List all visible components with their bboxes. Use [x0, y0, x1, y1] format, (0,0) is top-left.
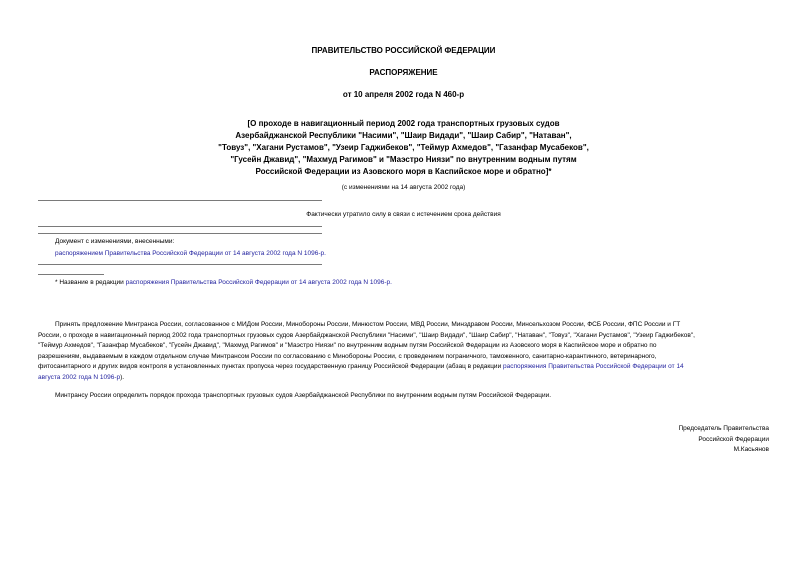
- body-line: России, о проходе в навигационный период 2002 года транспортных грузовых судов Азербайджанской Республики "Насими", "Шаир Видади", "Шаир Сабир", "Натаван", "Товуз", "Хагани Рустамов", "Узеир Гаджибеков",: [38, 331, 695, 339]
- amendments-note: (с изменениями на 14 августа 2002 года): [341, 184, 466, 191]
- document-type: РАСПОРЯЖЕНИЕ: [369, 68, 438, 77]
- body-paragraph-1: [38, 320, 771, 383]
- body-text: фитосанитарного и других видов контроля в установленных пунктах пропуска через государственную границу Российской Федерации (абзац в редакции: [38, 363, 504, 370]
- status-note: Фактически утратило силу в связи с истечением срока действия: [306, 211, 501, 218]
- body-paragraph-2: Минтрансу России определить порядок прохода транспортных грузовых судов Азербайджанской Республики по внутренним водным путям Российской Федерации.: [55, 392, 552, 399]
- title-line: Азербайджанской Республики "Насими", "Шаир Видади", "Шаир Сабир", "Натаван",: [235, 131, 572, 140]
- divider: [38, 226, 322, 227]
- divider: [38, 264, 322, 265]
- body-line: [38, 373, 771, 384]
- document-org: ПРАВИТЕЛЬСТВО РОССИЙСКОЙ ФЕДЕРАЦИИ: [311, 46, 496, 55]
- title-line: Российской Федерации из Азовского моря в Каспийское море и обратно]*: [255, 167, 552, 176]
- footnote-separator: [38, 274, 104, 275]
- title-line: "Гусейн Джавид", "Махмуд Рагимов" и "Маэстро Ниязи" по внутренним водным путям: [230, 155, 577, 164]
- divider: [38, 200, 322, 201]
- changes-label: Документ с изменениями, внесенными:: [55, 238, 175, 245]
- document-date: от 10 апреля 2002 года N 460-р: [342, 90, 465, 99]
- body-text: ).: [120, 373, 125, 381]
- footnote-prefix: * Название в редакции: [55, 279, 126, 286]
- title-line: [О проходе в навигационный период 2002 года транспортных грузовых судов: [247, 119, 560, 128]
- divider: [38, 233, 322, 234]
- amendment-link[interactable]: распоряжения Правительства Российской Федерации от 14: [503, 363, 684, 370]
- signature-name: М.Касьянов: [733, 446, 769, 453]
- signature-block: [678, 424, 769, 456]
- footnote: [55, 279, 392, 286]
- body-line: [38, 362, 771, 373]
- body-line: "Теймур Ахмедов", "Газанфар Мусабеков", "Гусейн Джавид", "Махмуд Рагимов" и "Маэстро Ниязи" по внутренним водным путям Российской Федерации из Азовского моря в Каспийское море и обратно по: [38, 342, 657, 349]
- title-line: "Товуз", "Хагани Рустамов", "Узеир Гаджибеков", "Теймур Ахмедов", "Газанфар Мусабеков",: [218, 143, 589, 152]
- body-line: разрешениям, выдаваемым в каждом отдельном случае Минтрансом России по согласованию с Минобороны России, с проведением пограничного, таможенного, санитарно-карантинного, ветеринарного,: [38, 352, 657, 360]
- document-title: [0, 118, 807, 178]
- amendment-link-continued[interactable]: августа 2002 года N 1096-р: [38, 373, 121, 381]
- signature-organization: Российской Федерации: [698, 435, 769, 443]
- footnote-link[interactable]: распоряжения Правительства Российской Федерации от 14 августа 2002 года N 1096-р.: [125, 279, 392, 286]
- changes-link[interactable]: распоряжением Правительства Российской Федерации от 14 августа 2002 года N 1096-р.: [55, 250, 326, 257]
- signature-position: Председатель Правительства: [678, 425, 769, 432]
- body-line: Принять предложение Минтранса России, согласованное с МИДом России, Минобороны России, Минюстом России, МВД России, Минздравом России, Минсельхозом России, ФСБ России, ФПС России и ГТ: [55, 321, 681, 328]
